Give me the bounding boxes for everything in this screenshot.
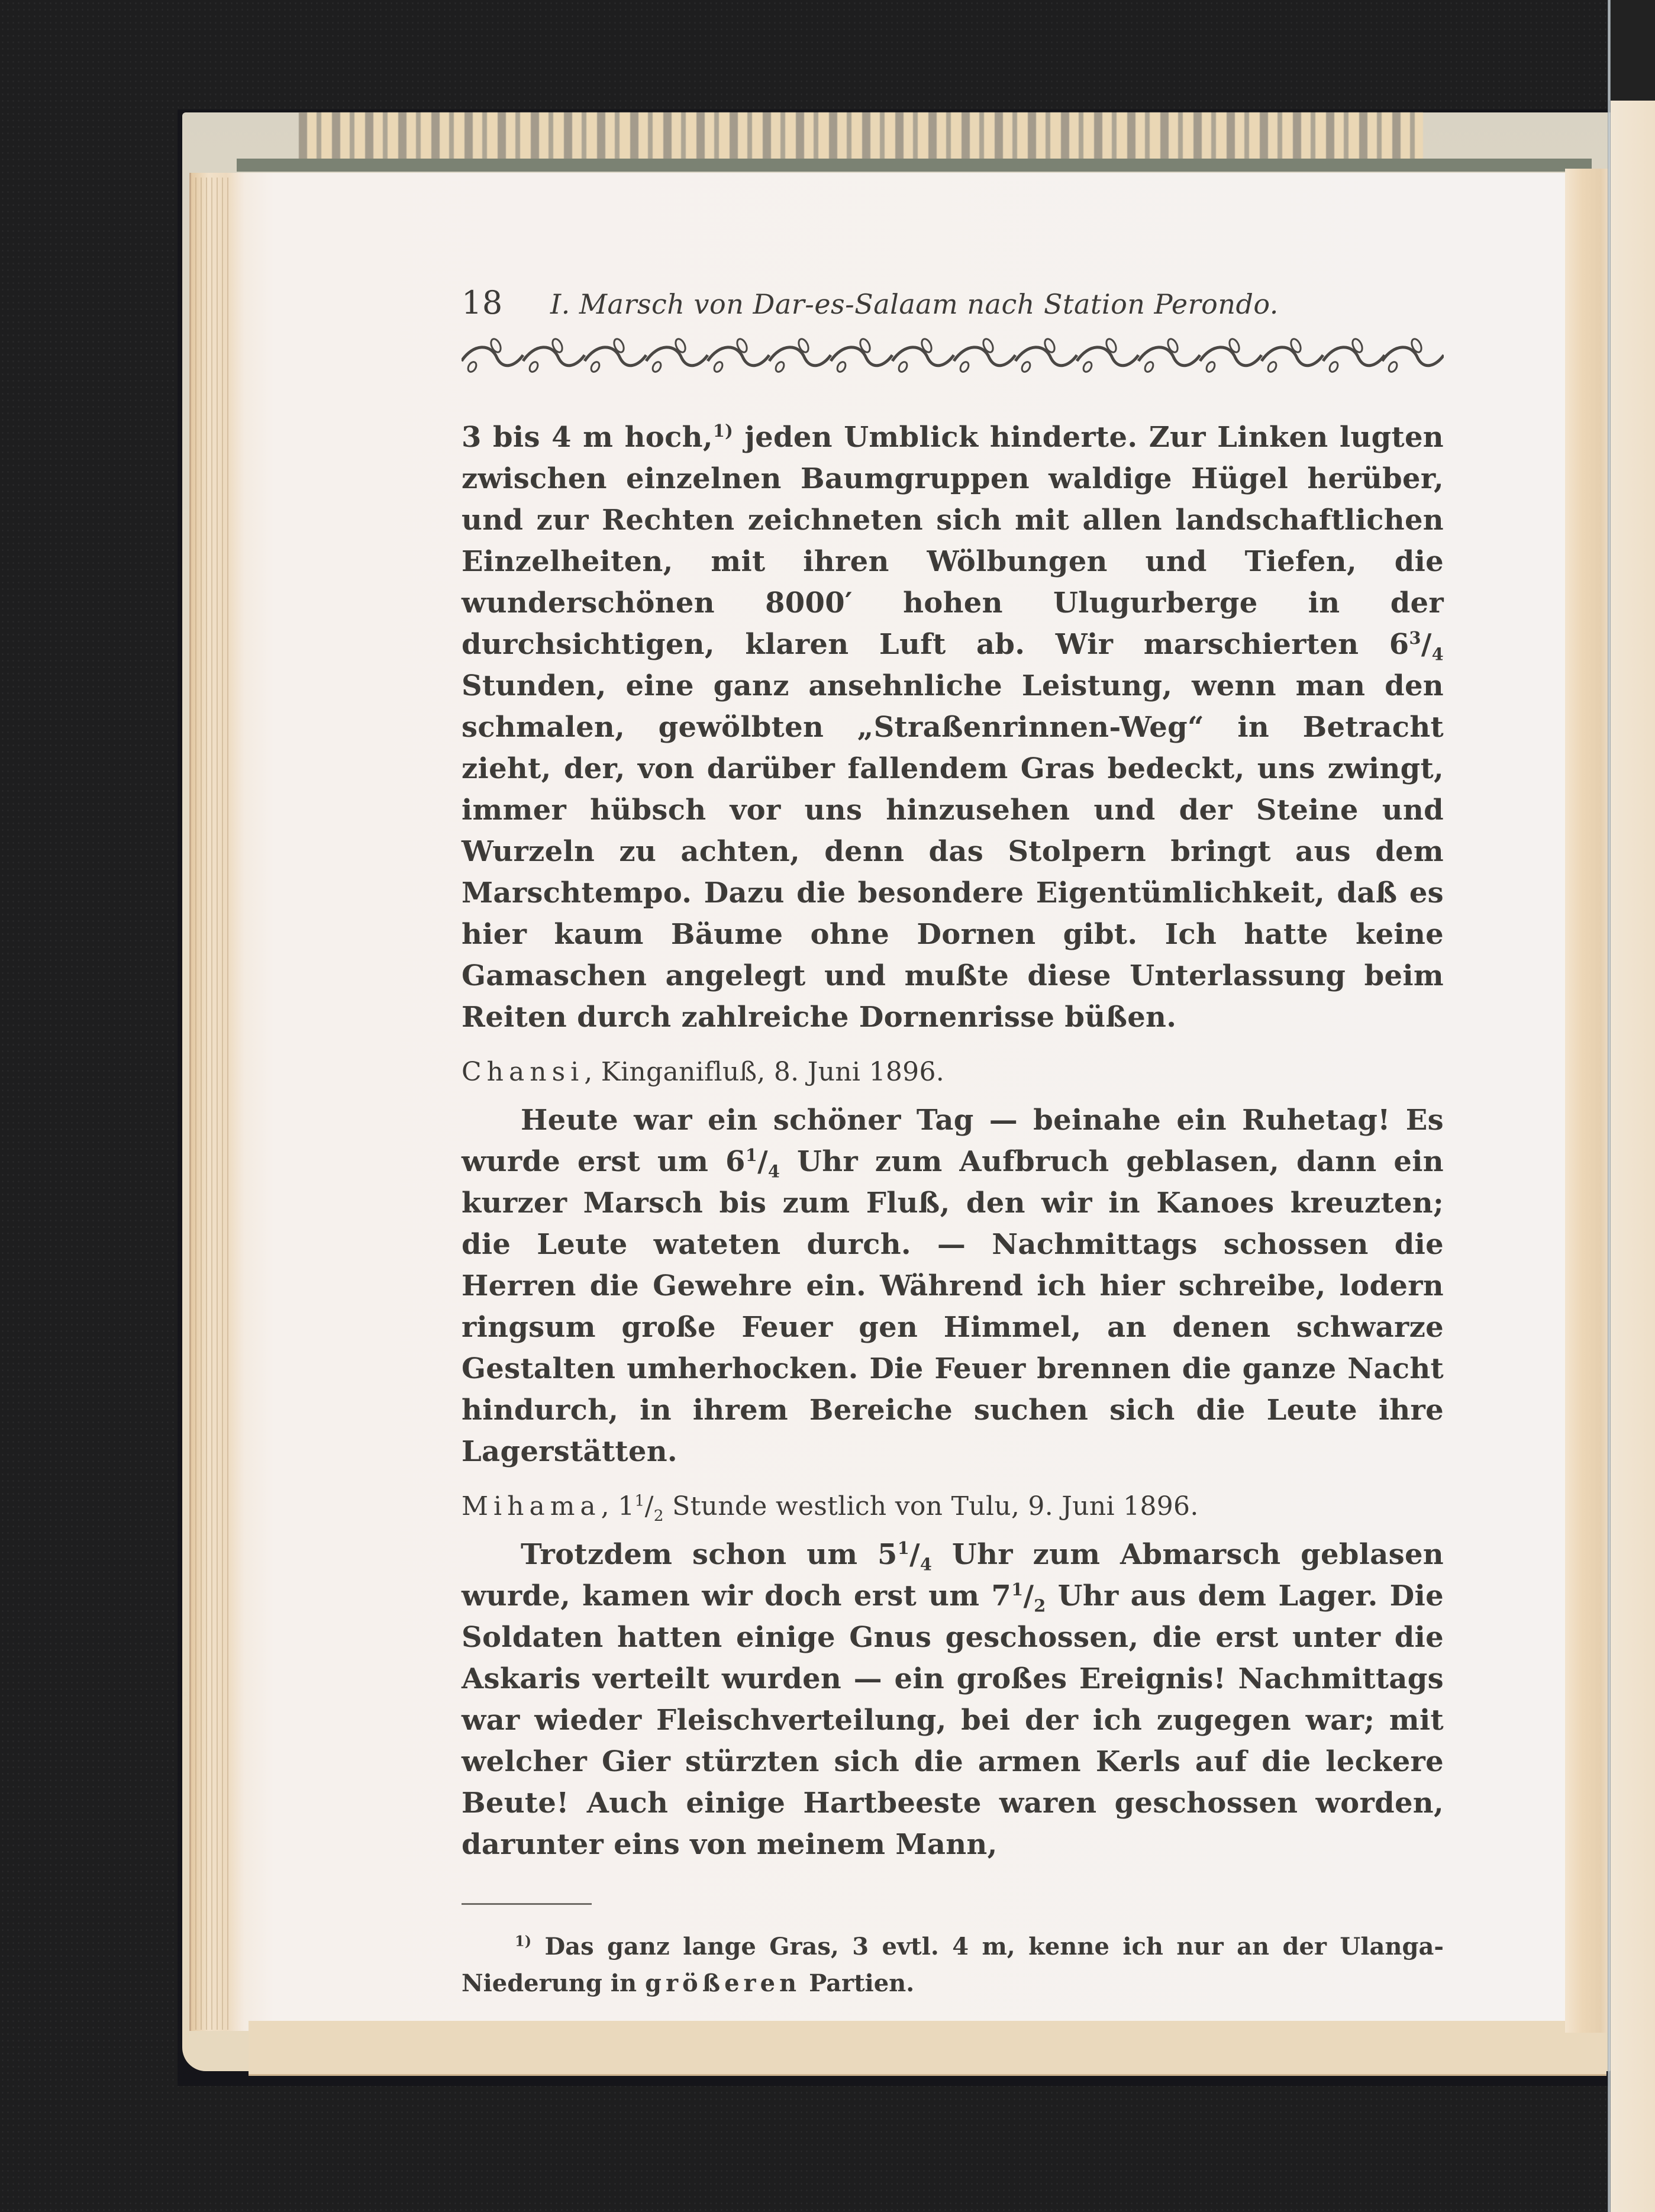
page-number: 18 [462,284,503,321]
fraction-numerator: 1 [634,1491,645,1510]
footnote-marker: 1) [515,1932,532,1950]
text-run: 3 bis 4 m hoch, [462,421,713,454]
page-edges [195,178,231,2030]
fraction-numerator: 3 [1409,628,1421,648]
fraction-denominator: 4 [1431,644,1444,665]
paragraph: 3 bis 4 m hoch,$^{1)}$ jeden Umblick hinderte. Zur Linken lugten zwischen einzelnen Baumgruppen waldige Hügel herüber, und zur Rechten zeichneten sich mit allen landschaftlichen Einzelheiten, mit ihren Wölbungen und Tiefen, die wunderschönen 8000′ hohen Ulugurberge in der durchsichtigen, klaren Luft ab. Wir marschierten $6^3/_4$ Stunden, eine ganz ansehnliche Leistung, wenn man den schmalen, gewölbten „Straßenrinnen-Weg“ in Betracht zieht, der, von darüber fallendem Gras bedeckt, uns zwingt, immer hübsch vor uns hinzusehen und der Steine und Wurzeln zu achten, denn das Stolpern bringt aus dem Marschtempo. Dazu die besondere Eigentümlichkeit, daß es hier kaum Bäume ohne Dornen gibt. Ich hatte keine Gamaschen angelegt und mußte diese Unterlassung beim Reiten durch zahlreiche Dornenrisse büßen. [462,421,1444,1034]
text-run: Trotzdem schon um [521,1538,878,1571]
text-run: Stunden, eine ganz ansehnliche Leistung, wenn man den schmalen, gewölbten „Straßenrinnen-Weg“ in Betracht zieht, der, von darüber fallendem Gras bedeckt, uns zwingt, immer hübsch vor uns hinzusehen und der Steine und Wurzeln zu achten, denn das Stolpern bringt aus dem Marschtempo. Dazu die besondere Eigentümlichkeit, daß es hier kaum Bäume ohne Dornen gibt. Ich hatte keine Gamaschen angelegt und mußte diese Unterlassung beim Reiten durch zahlreiche Dornenrisse büßen. [462,669,1444,1034]
fraction-numerator: 1 [897,1538,910,1558]
facing-page-edge [1611,101,1655,2212]
dateline-place: Mihama [462,1491,601,1521]
fraction-denominator: 4 [767,1161,780,1182]
fraction-numerator: 1 [1011,1579,1024,1600]
background-dark [1611,0,1655,104]
body-text [462,417,1444,1865]
footnote-reference[interactable]: 1) [712,421,734,441]
footnote-divider [462,1903,592,1905]
dateline [462,1055,1444,1090]
fraction-denominator: 2 [653,1506,664,1525]
fraction-whole: 5 [877,1538,898,1571]
text-run: Das ganz lange Gras, 3 evtl. 4 m, kenne ich nur an der Ulanga-Niederung in [462,1933,1444,1997]
text-run: Uhr aus dem Lager. Die Soldaten hatten einige Gnus geschossen, die erst unter die Askaris verteilt wurden — ein großes Ereignis! Nachmittags war wieder Fleischverteilung, bei der ich zugegen war; mit welcher Gier stürzten sich die armen Kerls auf die leckere Beute! Auch einige Hartbeeste waren geschossen worden, darunter eins von meinem Mann, [462,1579,1444,1861]
running-head [462,284,1444,331]
gutter-stain [1565,169,1609,2033]
fraction-whole: 7 [991,1579,1012,1613]
vine-ornament-icon [462,337,1444,373]
text-run: Partien. [801,1969,915,1997]
book-headband [299,112,1423,166]
paragraph: Heute war ein schöner Tag — beinahe ein Ruhetag! Es wurde erst um $6^1/_4$ Uhr zum Aufbruch geblasen, dann ein kurzer Marsch bis zum Fluß, den wir in Kanoes kreuzten; die Leute wateten durch. — Nachmittags schossen die Herren die Gewehre ein. Während ich hier schreibe, lodern ringsum große Feuer gen Himmel, an denen schwarze Gestalten umherhocken. Die Feuer brennen die ganze Nacht hindurch, in ihrem Bereiche suchen sich die Leute ihre Lagerstätten. [462,1104,1444,1468]
page-bottom-edge [249,2021,1606,2076]
scanner-glass-edge [1608,0,1611,2212]
paragraph: Trotzdem schon um $5^1/_4$ Uhr zum Abmarsch geblasen wurde, kamen wir doch erst um $7^1/_2$ Uhr aus dem Lager. Die Soldaten hatten einige Gnus geschossen, die erst unter die Askaris verteilt wurden — ein großes Ereignis! Nachmittags war wieder Fleischverteilung, bei der ich zugegen war; mit welcher Gier stürzten sich die armen Kerls auf die leckere Beute! Auch einige Hartbeeste waren geschossen worden, darunter eins von meinem Mann, [462,1538,1444,1861]
text-run: Uhr zum Aufbruch geblasen, dann ein kurzer Marsch bis zum Fluß, den wir in Kanoes kreuzten; die Leute wateten durch. — Nachmittags schossen die Herren die Gewehre ein. Während ich hier schreibe, lodern ringsum große Feuer gen Himmel, an denen schwarze Gestalten umherhocken. Die Feuer brennen die ganze Nacht hindurch, in ihrem Bereiche suchen sich die Leute ihre Lagerstätten. [462,1145,1444,1468]
dateline-date: , Kinganifluß, 8. Juni 1896. [584,1057,945,1087]
footnote [462,1929,1444,2002]
fraction-whole: 6 [725,1145,746,1178]
dateline: Mihama, $1^1/_2$ Stunde westlich von Tulu, 9. Juni 1896. [462,1491,1199,1525]
dateline-place: Chansi [462,1057,585,1087]
page-content [462,284,1444,2026]
fraction-denominator: 4 [920,1554,933,1575]
text-run: Heute war ein schöner Tag — beinahe ein Ruhetag! Es wurde erst um [462,1104,1444,1178]
dateline-date: Stunde westlich von Tulu, 9. Juni 1896. [663,1491,1199,1521]
book-headband-band [237,159,1592,172]
emphasized-word: größeren [644,1969,801,1997]
fraction-whole: 6 [1389,628,1409,661]
chapter-title: I. Marsch von Dar-es-Salaam nach Station Perondo. [550,288,1279,320]
fraction-whole: 1 [618,1491,635,1521]
text-run: , [601,1491,618,1521]
fraction-numerator: 1 [745,1145,758,1165]
fraction-denominator: 2 [1034,1595,1046,1616]
text-run: jeden Umblick hinderte. Zur Linken lugten zwischen einzelnen Baumgruppen waldige Hügel herüber, und zur Rechten zeichneten sich mit allen landschaftlichen Einzelheiten, mit ihren Wölbungen und Tiefen, die wunderschönen 8000′ hohen Ulugurberge in der durchsichtigen, klaren Luft ab. Wir marschierten [462,421,1444,661]
text-run: Uhr zum Abmarsch geblasen wurde, kamen wir doch erst um [462,1538,1444,1613]
